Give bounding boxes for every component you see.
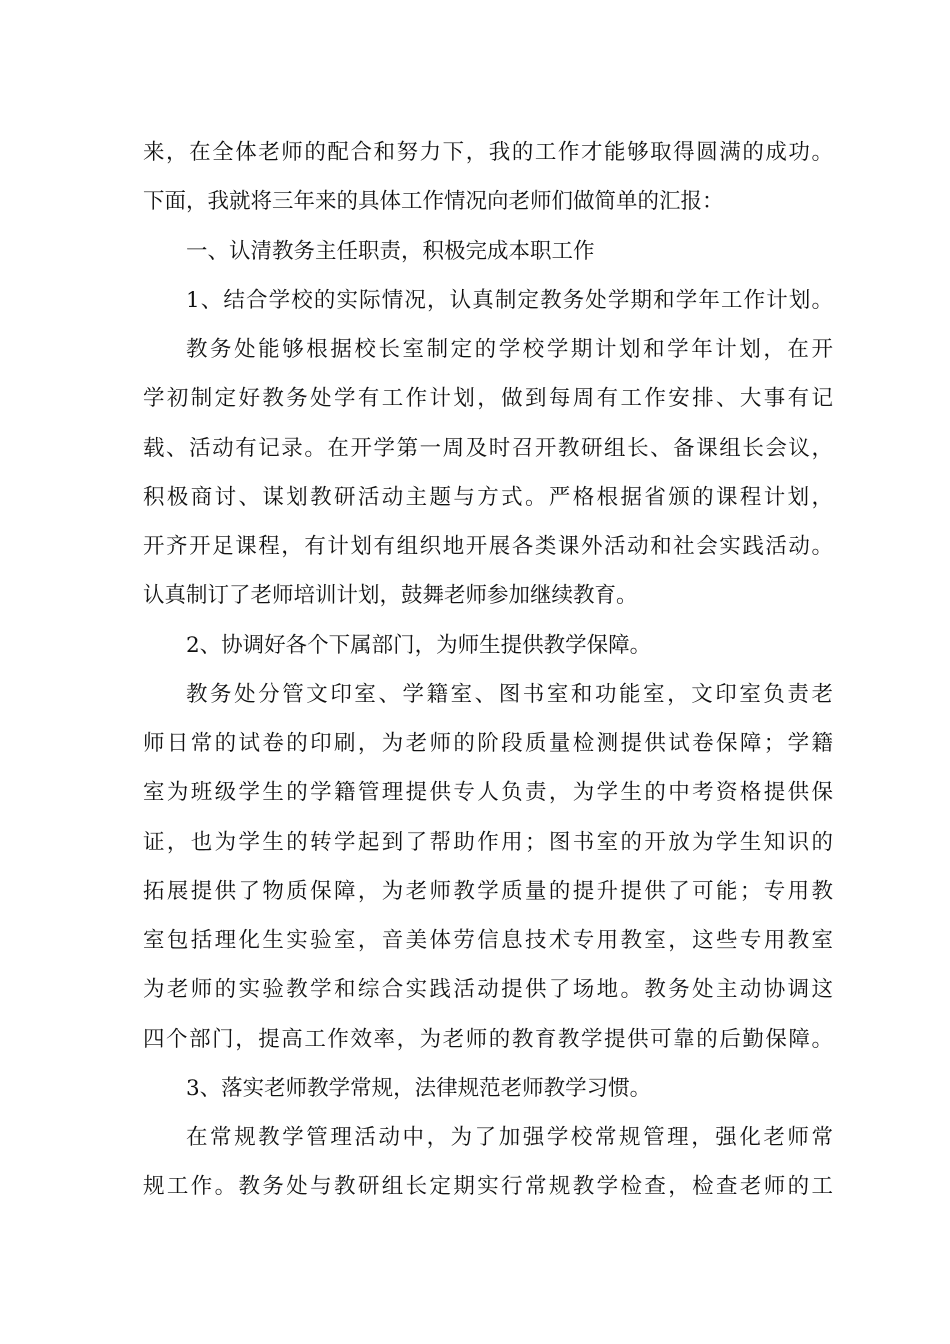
text-line: 证，也为学生的转学起到了帮助作用；图书室的开放为学生知识的 — [143, 829, 833, 855]
text-line: 在常规教学管理活动中，为了加强学校常规管理，强化老师常 — [186, 1125, 833, 1150]
text-line: 2、协调好各个下属部门，为师生提供教学保障。 — [186, 632, 652, 658]
document-body — [143, 128, 833, 1212]
text-line: 室包括理化生实验室，音美体劳信息技术专用教室，这些专用教室 — [143, 928, 833, 953]
text-line: 室为班级学生的学籍管理提供专人负责，为学生的中考资格提供保 — [143, 780, 833, 806]
text-line: 师日常的试卷的印刷，为老师的阶段质量检测提供试卷保障；学籍 — [143, 731, 833, 756]
text-line: 来，在全体老师的配合和努力下，我的工作才能够取得圆满的成功。 — [143, 140, 833, 165]
text-line: 认真制订了老师培训计划，鼓舞老师参加继续教育。 — [143, 583, 638, 609]
text-line: 四个部门，提高工作效率，为老师的教育教学提供可靠的后勤保障。 — [143, 1026, 833, 1052]
text-line: 下面，我就将三年来的具体工作情况向老师们做简单的汇报： — [143, 189, 724, 215]
text-line: 3、落实老师教学常规，法律规范老师教学习惯。 — [186, 1075, 652, 1101]
text-line: 学初制定好教务处学有工作计划，做到每周有工作安排、大事有记 — [143, 386, 833, 412]
text-line: 积极商讨、谋划教研活动主题与方式。严格根据省颁的课程计划， — [143, 484, 833, 510]
text-line: 1、结合学校的实际情况，认真制定教务处学期和学年工作计划。 — [186, 287, 833, 313]
text-line: 为老师的实验教学和综合实践活动提供了场地。教务处主动协调这 — [143, 977, 833, 1003]
text-line: 一、认清教务主任职责，积极完成本职工作 — [186, 238, 595, 264]
text-line: 规工作。教务处与教研组长定期实行常规教学检查，检查老师的工 — [143, 1174, 833, 1200]
text-line: 教务处分管文印室、学籍室、图书室和功能室，文印室负责老 — [186, 681, 833, 707]
text-line: 教务处能够根据校长室制定的学校学期计划和学年计划，在开 — [186, 337, 833, 362]
text-line: 开齐开足课程，有计划有组织地开展各类课外活动和社会实践活动。 — [143, 534, 833, 559]
text-line: 载、活动有记录。在开学第一周及时召开教研组长、备课组长会议， — [143, 435, 833, 461]
text-line: 拓展提供了物质保障，为老师教学质量的提升提供了可能；专用教 — [143, 878, 833, 904]
